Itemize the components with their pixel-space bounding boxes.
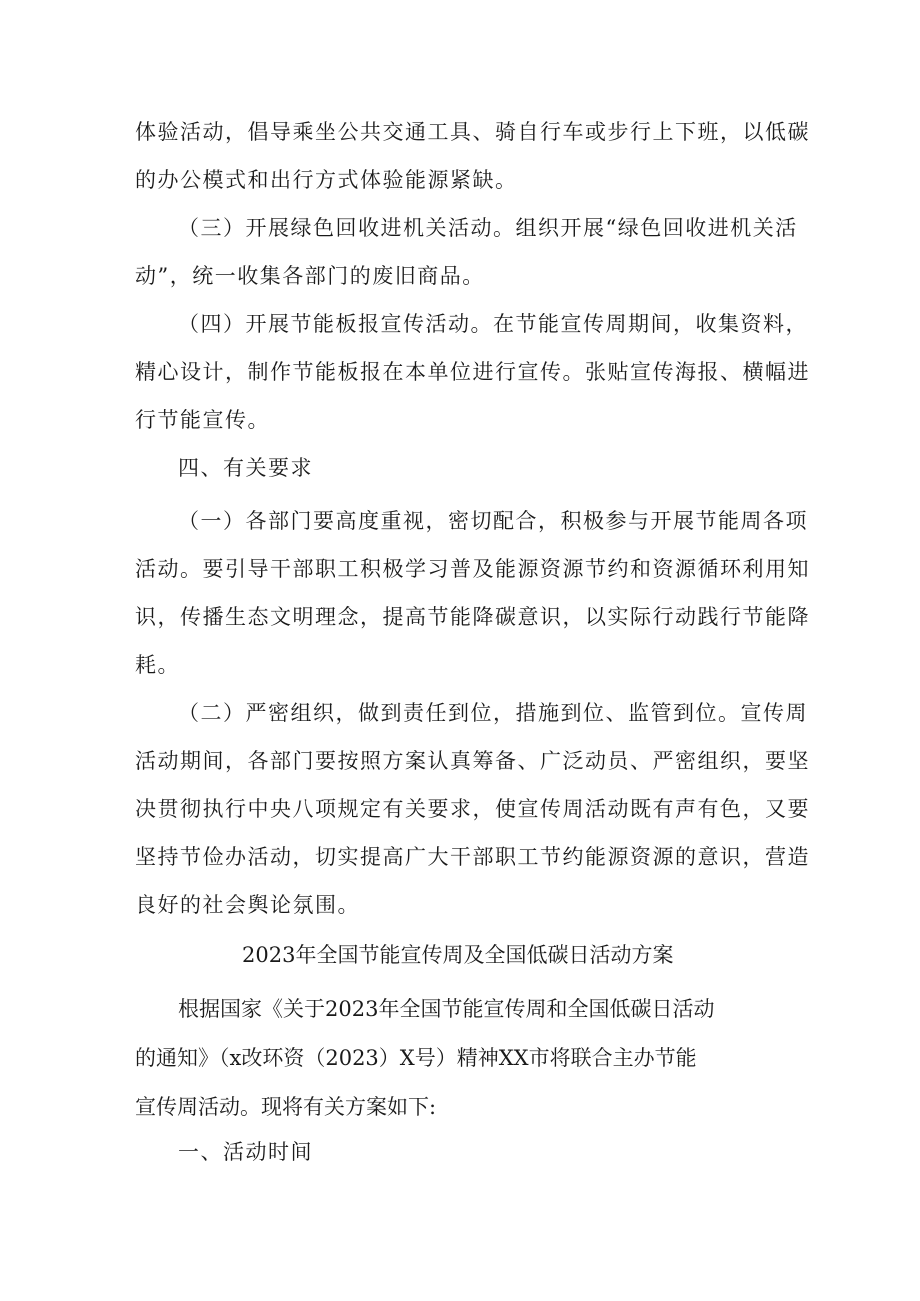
paragraph-line: 的通知》（x改环资（2023）X号）精神XX市将联合主办节能 [135, 1046, 697, 1070]
paragraph-line: 动”，统一收集各部门的废旧商品。 [135, 264, 485, 288]
paragraph-line: 根据国家《关于2023年全国节能宣传周和全国低碳日活动 [178, 997, 715, 1021]
paragraph-line: （一）各部门要高度重视，密切配合，积极参与开展节能周各项 [178, 509, 808, 533]
paragraph-line: 良好的社会舆论氛围。 [135, 893, 360, 917]
paragraph-line: （三）开展绿色回收进机关活动。组织开展“绿色回收进机关活 [178, 216, 798, 240]
paragraph-line: 体验活动，倡导乘坐公共交通工具、骑自行车或步行上下班，以低碳 [135, 120, 810, 144]
paragraph-line: 行节能宣传。 [135, 408, 270, 432]
paragraph-line: 耗。 [135, 653, 180, 677]
section-heading: 四、有关要求 [178, 456, 313, 480]
paragraph-line: 精心设计，制作节能板报在本单位进行宣传。张贴宣传海报、横幅进 [135, 360, 810, 384]
paragraph-line: 宣传周活动。现将有关方案如下: [135, 1095, 437, 1119]
paragraph-line: （四）开展节能板报宣传活动。在节能宣传周期间，收集资料， [178, 312, 808, 336]
paragraph-line: 坚持节俭办活动，切实提高广大干部职工节约能源资源的意识，营造 [135, 845, 810, 869]
paragraph-line: 的办公模式和出行方式体验能源紧缺。 [135, 168, 518, 192]
paragraph-line: （二）严密组织，做到责任到位，措施到位、监管到位。宣传周 [178, 701, 808, 725]
paragraph-line: 决贯彻执行中央八项规定有关要求，使宣传周活动既有声有色，又要 [135, 797, 810, 821]
paragraph-line: 识，传播生态文明理念，提高节能降碳意识，以实际行动践行节能降 [135, 605, 810, 629]
paragraph-line: 活动。要引导干部职工积极学习普及能源资源节约和资源循环利用知 [135, 557, 810, 581]
paragraph-line: 活动期间，各部门要按照方案认真筹备、广泛动员、严密组织，要坚 [135, 749, 810, 773]
document-title: 2023年全国节能宣传周及全国低碳日活动方案 [242, 943, 674, 967]
section-heading: 一、活动时间 [178, 1140, 313, 1164]
